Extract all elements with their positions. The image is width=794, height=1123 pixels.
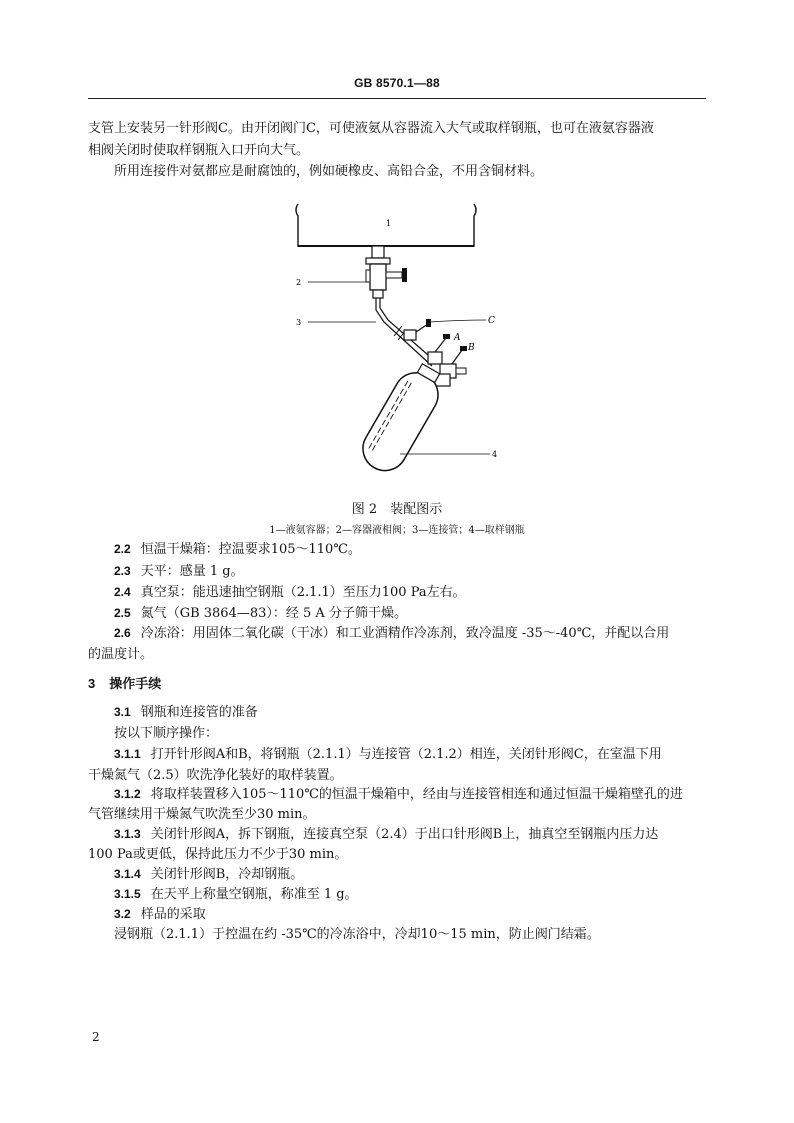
figure-legend: 1—液氨容器；2—容器液相阀；3—连接管；4—取样钢瓶 [269, 525, 525, 536]
item-number: 2.6 [114, 626, 131, 640]
label-b: B [468, 343, 475, 353]
item-text: 真空泵：能迅速抽空钢瓶（2.1.1）至压力100 Pa左右。 [140, 585, 466, 600]
item-text: 关闭针形阀B，冷却钢瓶。 [150, 867, 304, 882]
item-3-1 [88, 704, 732, 721]
header-standard-code: GB 8570.1—88 [354, 76, 440, 90]
label-3: 3 [296, 318, 302, 327]
item-2-3 [88, 563, 732, 580]
container-outlet [372, 246, 384, 258]
item-text: 将取样装置移入105～110℃的恒温干燥箱中，经由与连接管相连和通过恒温干燥箱壁孔的进 [150, 787, 683, 802]
item-number: 2.2 [114, 542, 131, 556]
item-text: 在天平上称量空钢瓶，称准至 1 g。 [150, 887, 358, 902]
intro-line-1: 支管上安装另一针形阀C。由开闭阀门C，可使液氨从容器流入大气或取样钢瓶，也可在液氨容器液 [88, 121, 654, 136]
item-number: 3.1.1 [114, 747, 141, 761]
label-2: 2 [296, 278, 302, 287]
item-text: 样品的采取 [140, 907, 206, 922]
liquid-phase-valve [370, 264, 386, 290]
item-3-1-5 [88, 886, 732, 903]
assembly-figure [280, 198, 520, 480]
item-2-6-cont: 的温度计。 [88, 647, 154, 662]
item-number: 2.5 [114, 606, 131, 620]
item-3-1-intro: 按以下顺序操作： [114, 726, 219, 741]
intro-line-2: 相阀关闭时使取样钢瓶入口开向大气。 [88, 143, 310, 158]
page-number: 2 [92, 1030, 100, 1044]
item-number: 3.1 [114, 705, 131, 719]
item-3-1-2-cont: 气管继续用干燥氮气吹洗至少30 min。 [88, 807, 316, 822]
item-3-1-3-cont: 100 Pa或更低，保持此压力不少于30 min。 [88, 847, 348, 862]
section-number: 3 [88, 676, 96, 691]
header-rule [88, 98, 706, 99]
item-3-1-2 [88, 786, 732, 803]
item-text: 钢瓶和连接管的准备 [140, 705, 258, 720]
label-c: C [488, 316, 495, 326]
item-3-2-text: 浸钢瓶（2.1.1）于控温在约 -35℃的冷冻浴中，冷却10～15 min，防止阀门结霜。 [114, 927, 600, 942]
needle-valve-a [428, 352, 442, 364]
item-3-1-1 [88, 746, 732, 763]
item-number: 3.1.5 [114, 887, 141, 901]
item-number: 3.1.4 [114, 867, 141, 881]
label-4: 4 [492, 450, 498, 459]
item-2-6 [88, 625, 732, 642]
section-3-heading [88, 675, 706, 692]
item-text: 冷冻浴：用固体二氧化碳（干冰）和工业酒精作冷冻剂，致冷温度 -35～-40℃，并配以合用 [140, 626, 670, 641]
item-text: 关闭针形阀A，拆下钢瓶，连接真空泵（2.4）于出口针形阀B上，抽真空至钢瓶内压力达 [150, 827, 659, 842]
item-3-1-3 [88, 826, 732, 843]
label-a: A [454, 333, 461, 343]
item-text: 天平：感量 1 g。 [140, 564, 244, 579]
valve-handwheel [402, 268, 407, 282]
item-number: 2.3 [114, 564, 131, 578]
item-number: 3.1.2 [114, 787, 141, 801]
needle-valve-c [404, 330, 416, 340]
item-number: 3.1.3 [114, 827, 141, 841]
item-2-4 [88, 584, 732, 601]
valve-stem [386, 272, 402, 278]
item-number: 2.4 [114, 585, 131, 599]
figure-caption: 图 2 装配图示 [351, 502, 443, 517]
item-text: 恒温干燥箱：控温要求105～110℃。 [140, 542, 361, 557]
label-1: 1 [386, 219, 392, 228]
intro-line-3: 所用连接件对氨都应是耐腐蚀的，例如硬橡皮、高铅合金，不用含铜材料。 [114, 164, 544, 179]
item-2-5 [88, 605, 732, 622]
item-number: 3.2 [114, 907, 131, 921]
item-3-1-1-cont: 干燥氮气（2.5）吹洗净化装好的取样装置。 [88, 768, 343, 783]
assembly-diagram [280, 198, 520, 480]
sampling-cylinder [355, 358, 450, 479]
item-2-2 [88, 541, 732, 558]
item-text: 氮气（GB 3864—83）：经 5 A 分子筛干燥。 [140, 606, 407, 621]
section-title: 操作手续 [109, 676, 162, 691]
item-3-1-4 [88, 866, 732, 883]
item-text: 打开针形阀A和B，将钢瓶（2.1.1）与连接管（2.1.2）相连，关闭针形阀C，在室温下用 [150, 747, 662, 762]
item-3-2 [88, 906, 732, 923]
